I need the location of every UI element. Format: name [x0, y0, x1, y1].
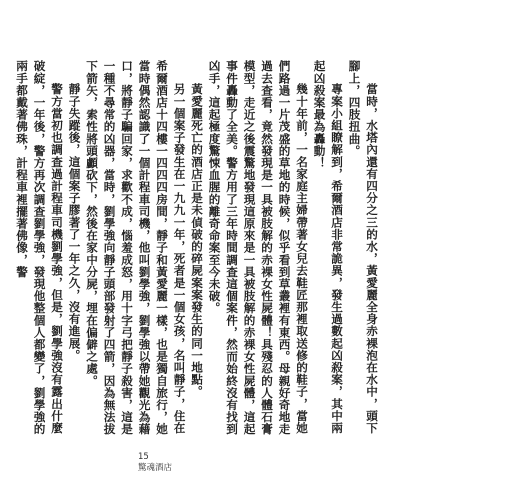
paragraph-3: 幾十年前，一名家庭主婦帶著女兒去鞋匠那裡取送修的鞋子，當她們路過一片茂盛的草地的時候，似乎看到草叢裡有東西。母親好奇地走過去查看，竟然發現是一具被肢解的赤裸女性屍體！具殘忍的人體石膏模型，走近之後震驚地發現這原來是一具被肢解的赤裸女性屍體，這起事件轟動了全美。警方用了三年時間調查這個案件，然而始終沒有找到凶手，這起極度驚悚血腥的離奇命案至今未破。 — [207, 60, 309, 436]
page-footer — [138, 452, 172, 474]
vertical-text-body — [15, 60, 380, 444]
paragraph-7: 警方當初也調查過計程車司機劉學強，但是，劉學強沒有露出什麼破綻，一年後，警方再次調查劉學強，發現他整個人都變了，劉學強的兩手都戴著佛珠，計程車裡擺著佛像，警 — [15, 60, 64, 436]
paragraph-2: 專案小組瞭解到，希爾酒店非常詭異，發生過數起凶殺案，其中兩起凶殺案最為轟動！ — [312, 60, 344, 435]
paragraph-4: 黃愛麗死亡的酒店正是未偵破的碎屍案案發生的同一地點。 — [190, 83, 204, 398]
page-number: 15 — [138, 452, 149, 462]
paragraph-5: 另一個案子發生在一九九一年，死者是一個女孩，名叫靜子，住在希爾酒店十四樓一四四四房間，靜子和黃愛麗一樣，也是獨自旅行，她當時偶然認識了一個計程車司機，他叫劉學強，劉學強以帶她觀光為藉口，將靜子騙回家，求歡不成，惱羞成怒，用十字弓把靜子殺害，這是一種不尋常的凶器，當時，劉學強向靜子頭部發射了四箭，因為無法拔下箭矢，索性將頭顱砍下，然後在家中分屍，埋在偏僻之處。 — [85, 60, 187, 436]
running-title: 驚魂酒店 — [138, 463, 173, 473]
paragraph-1: 當時，水塔內還有四分之三的水，黃愛麗全身赤裸泡在水中，頭下腳上，四肢扭曲。 — [347, 60, 379, 435]
paragraph-6: 靜子失蹤後，這個案子膠著了一年之久，沒有進展。 — [67, 83, 82, 362]
